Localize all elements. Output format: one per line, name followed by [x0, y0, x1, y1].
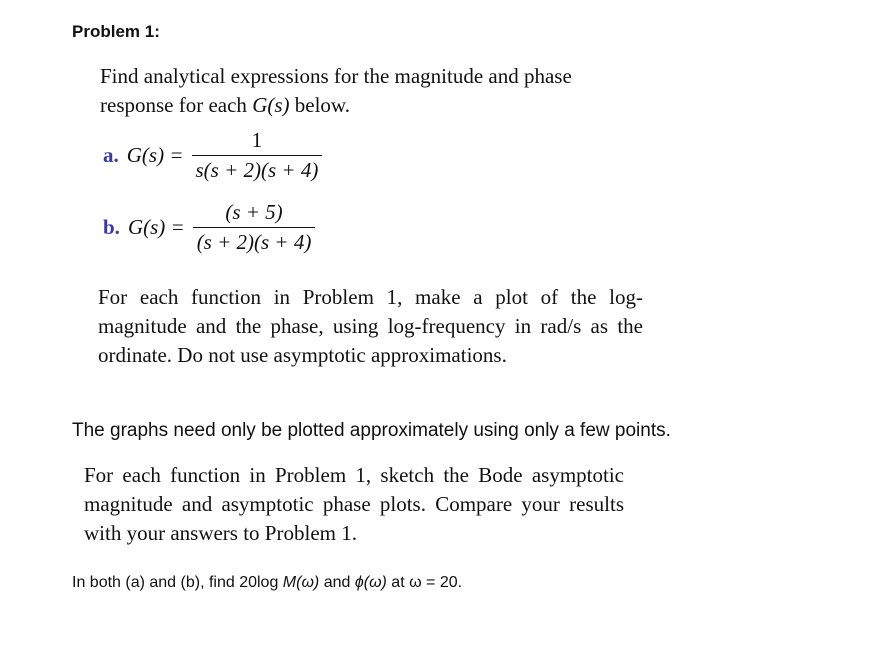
intro-function: G(s)	[252, 93, 290, 117]
final-question-magnitude: M(ω)	[282, 574, 320, 591]
intro-line-1: Find analytical expressions for the magnitude and phase	[100, 64, 572, 88]
final-question	[72, 574, 462, 592]
equation-b-denominator: (s + 2)(s + 4)	[196, 230, 312, 254]
equation-a	[103, 128, 322, 183]
equation-b-label: b.	[103, 215, 120, 239]
approximation-note: The graphs need only be plotted approximately using only a few points.	[72, 420, 671, 441]
intro-text	[100, 62, 572, 120]
intro-line-2	[100, 91, 572, 120]
problem-title: Problem 1:	[72, 22, 160, 41]
final-question-middle: and	[319, 574, 355, 591]
final-question-prefix: In both (a) and (b), find 20log	[72, 574, 283, 591]
equation-a-lhs: G(s) =	[126, 143, 184, 167]
equation-b-lhs: G(s) =	[127, 215, 185, 239]
equation-a-denominator: s(s + 2)(s + 4)	[195, 158, 319, 182]
equation-b-numerator: (s + 5)	[193, 200, 316, 228]
equation-b-fraction	[193, 200, 316, 255]
bode-sketch-paragraph: For each function in Problem 1, sketch the Bode asymptotic magnitude and asymptotic phase plots. Compare your results with your answers to Problem 1.	[84, 463, 624, 545]
final-question-suffix: at ω = 20.	[386, 574, 463, 591]
intro-line-2-suffix: below.	[289, 93, 350, 117]
intro-line-2-prefix: response for each	[100, 93, 253, 117]
equation-a-fraction	[192, 128, 323, 183]
plot-instructions-paragraph: For each function in Problem 1, make a plot of the log-magnitude and the phase, using log-frequency in rad/s as the ordinate. Do not use asymptotic approximations.	[98, 285, 643, 367]
equation-b	[103, 200, 315, 255]
equation-a-numerator: 1	[192, 128, 323, 156]
equation-a-label: a.	[103, 143, 119, 167]
final-question-phase: ϕ(ω)	[354, 574, 387, 591]
